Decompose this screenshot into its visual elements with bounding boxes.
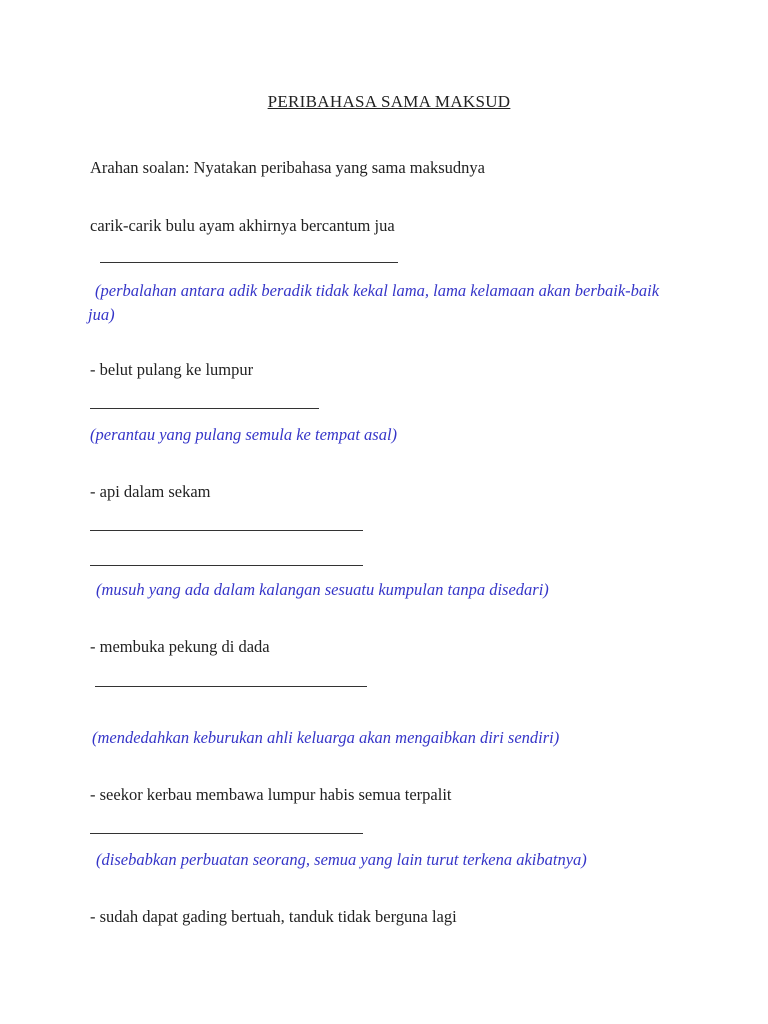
proverb-2: - belut pulang ke lumpur: [90, 360, 254, 379]
answer-blank-5[interactable]: [90, 833, 363, 834]
meaning-4: (mendedahkan keburukan ahli keluarga akan mengaibkan diri sendiri): [92, 728, 560, 747]
answer-blank-4[interactable]: [95, 686, 367, 687]
meaning-3: (musuh yang ada dalam kalangan sesuatu kumpulan tanpa disedari): [96, 580, 549, 599]
answer-blank-2[interactable]: [90, 408, 319, 409]
proverb-3: - api dalam sekam: [90, 482, 211, 501]
meaning-1: (perbalahan antara adik beradik tidak kekal lama, lama kelamaan akan berbaik-baik jua): [88, 281, 660, 324]
proverb-4: - membuka pekung di dada: [90, 637, 270, 656]
worksheet-title: PERIBAHASA SAMA MAKSUD: [267, 92, 511, 111]
proverb-1: carik-carik bulu ayam akhirnya bercantum jua: [90, 216, 395, 235]
proverb-6: - sudah dapat gading bertuah, tanduk tidak berguna lagi: [90, 907, 457, 926]
meaning-2: (perantau yang pulang semula ke tempat asal): [90, 425, 398, 444]
proverb-5: - seekor kerbau membawa lumpur habis semua terpalit: [90, 785, 452, 804]
answer-blank-3a[interactable]: [90, 530, 363, 531]
instruction-text: Arahan soalan: Nyatakan peribahasa yang sama maksudnya: [90, 158, 485, 177]
answer-blank-1[interactable]: [100, 262, 398, 263]
answer-blank-3b[interactable]: [90, 565, 363, 566]
meaning-5: (disebabkan perbuatan seorang, semua yang lain turut terkena akibatnya): [96, 850, 587, 869]
